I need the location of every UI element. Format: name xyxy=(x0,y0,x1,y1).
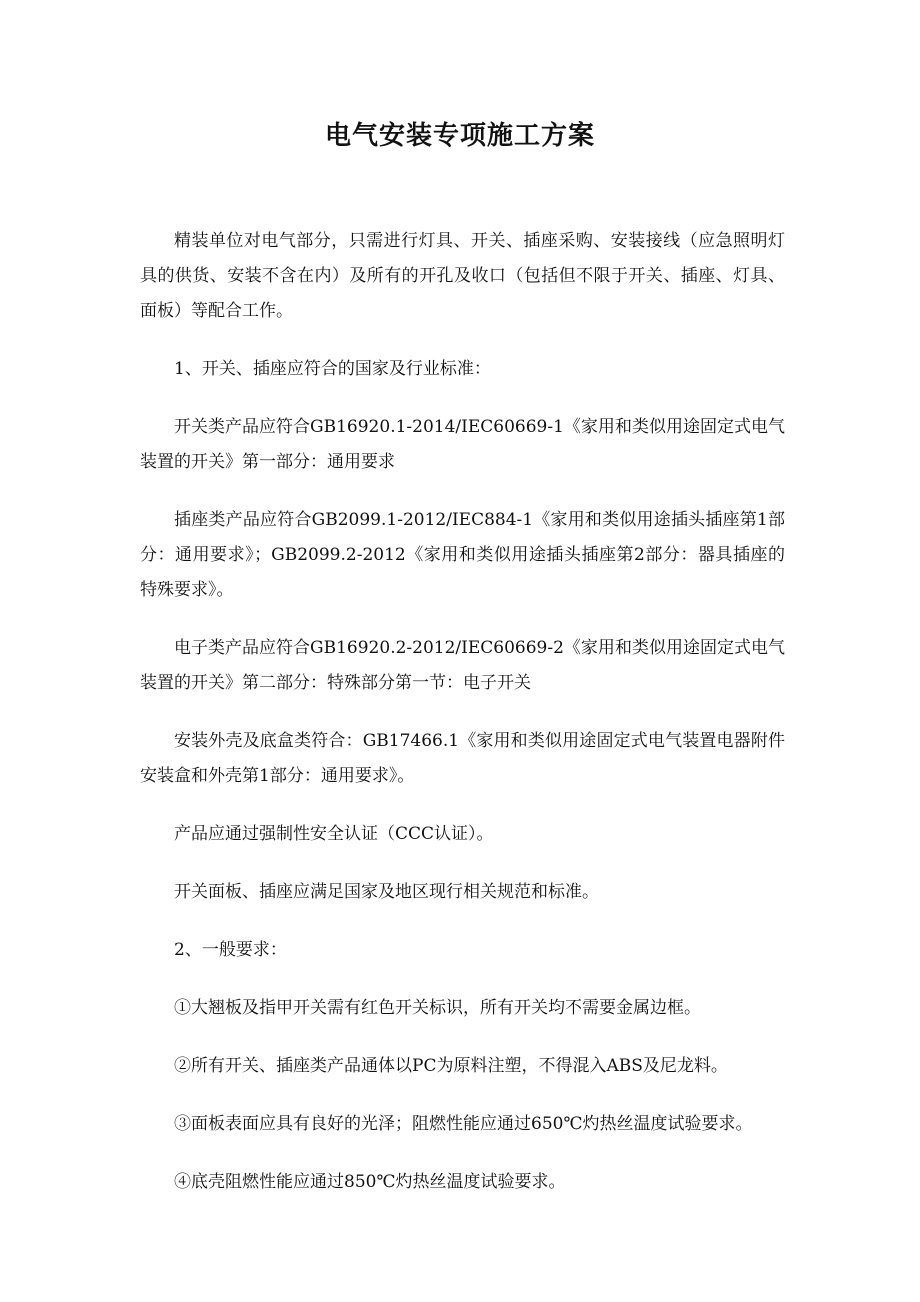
requirement-item-3: ③面板表面应具有良好的光泽；阻燃性能应通过650℃灼热丝温度试验要求。 xyxy=(174,1114,753,1134)
paragraph-socket-standard: 插座类产品应符合GB2099.1-2012/IEC884-1《家用和类似用途插头插座第1部分：通用要求》；GB2099.2-2012《家用和类似用途插头插座第2部分：器具插座的特殊要求》。 xyxy=(140,510,785,600)
paragraph-housing-standard: 安装外壳及底盒类符合：GB17466.1《家用和类似用途固定式电气装置电器附件安装盒和外壳第1部分：通用要求》。 xyxy=(140,731,785,786)
document-body xyxy=(140,224,785,1223)
document-title: 电气安装专项施工方案 xyxy=(324,121,595,151)
paragraph-switch-standard: 开关类产品应符合GB16920.1-2014/IEC60669-1《家用和类似用途固定式电气装置的开关》第一部分：通用要求 xyxy=(140,417,785,472)
paragraph-electronic-standard: 电子类产品应符合GB16920.2-2012/IEC60669-2《家用和类似用途固定式电气装置的开关》第二部分：特殊部分第一节：电子开关 xyxy=(140,638,785,693)
section-heading-general: 2、一般要求： xyxy=(174,940,287,960)
requirement-item-2: ②所有开关、插座类产品通体以PC为原料注塑，不得混入ABS及尼龙料。 xyxy=(174,1056,728,1076)
paragraph-regional-standards: 开关面板、插座应满足国家及地区现行相关规范和标准。 xyxy=(174,882,599,902)
requirement-item-1: ①大翘板及指甲开关需有红色开关标识，所有开关均不需要金属边框。 xyxy=(174,998,701,1018)
section-heading-standards: 1、开关、插座应符合的国家及行业标准： xyxy=(174,359,491,379)
paragraph-scope: 精装单位对电气部分，只需进行灯具、开关、插座采购、安装接线（应急照明灯具的供货、安装不含在内）及所有的开孔及收口（包括但不限于开关、插座、灯具、面板）等配合工作。 xyxy=(140,231,785,321)
paragraph-ccc-certification: 产品应通过强制性安全认证（CCC认证）。 xyxy=(174,824,494,844)
requirement-item-4: ④底壳阻燃性能应通过850℃灼热丝温度试验要求。 xyxy=(174,1172,566,1192)
